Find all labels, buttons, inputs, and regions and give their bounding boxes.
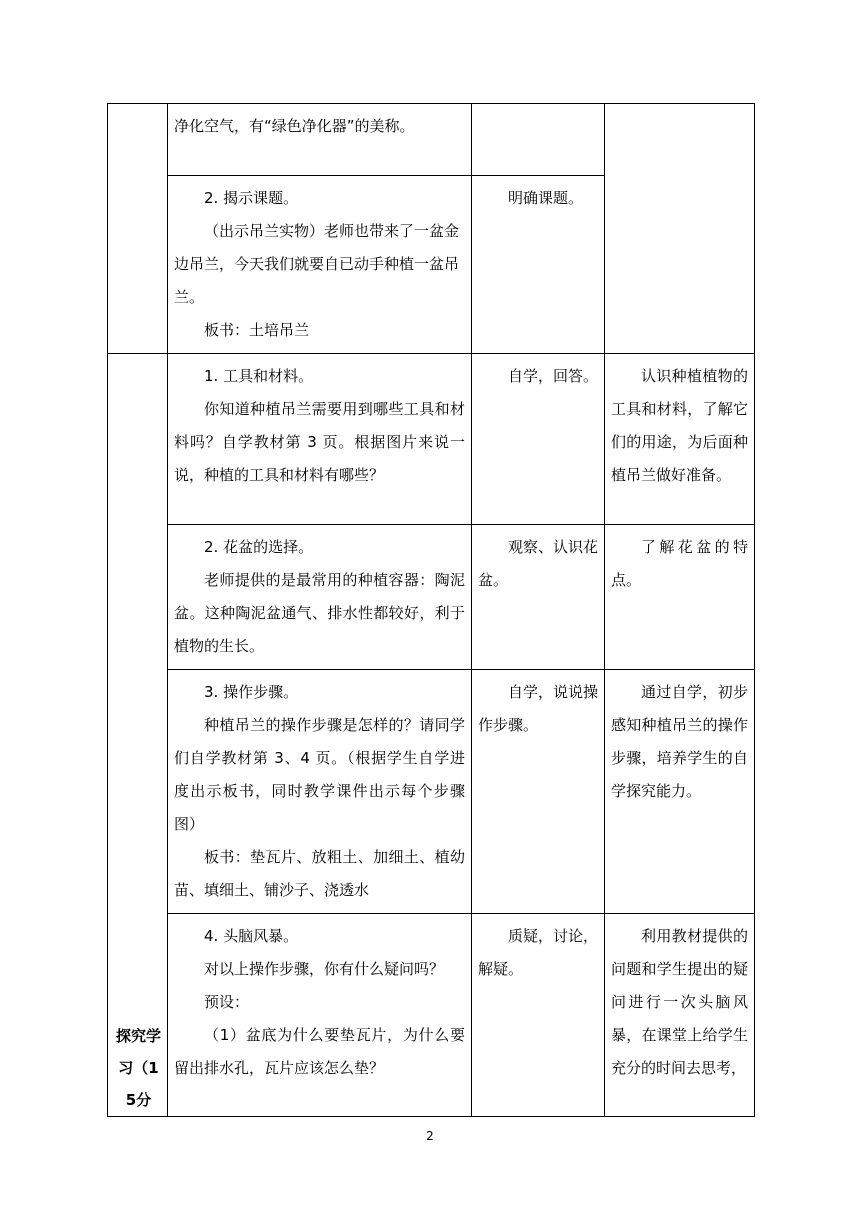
content-line: 你知道种植吊兰需要用到哪些工具和材料吗？自学教材第 3 页。根据图片来说一说，种植的工具和材料有哪些？	[174, 400, 465, 484]
student-cell	[472, 914, 605, 1117]
table-row	[108, 354, 755, 525]
purpose-text: 了解花盆的特点。	[611, 538, 748, 589]
content-cell	[168, 104, 472, 176]
table-row	[108, 525, 755, 670]
content-line: 板书：垫瓦片、放粗土、加细土、植幼苗、填细土、铺沙子、浇透水	[174, 848, 465, 899]
content-cell	[168, 354, 472, 525]
section-label: 探究学习（15分	[115, 1027, 161, 1109]
table-row	[108, 670, 755, 914]
student-cell	[472, 354, 605, 525]
purpose-cell	[605, 525, 755, 670]
purpose-text: 利用教材提供的问题和学生提出的疑问进行一次头脑风暴，在课堂上给学生充分的时间去思考，	[611, 927, 748, 1077]
table-row	[108, 914, 755, 1117]
content-line: 1. 工具和材料。	[204, 367, 314, 385]
content-cell	[168, 670, 472, 914]
student-cell	[472, 104, 605, 176]
content-line: 2. 花盆的选择。	[204, 538, 314, 556]
page-number: 2	[426, 1129, 434, 1143]
content-line: 3. 操作步骤。	[204, 683, 299, 701]
student-text: 观察、认识花盆。	[478, 538, 599, 589]
purpose-cell	[605, 670, 755, 914]
student-text: 质疑，讨论，解疑。	[478, 927, 599, 978]
content-cell	[168, 176, 472, 354]
content-line: （出示吊兰实物）老师也带来了一盆金边吊兰，今天我们就要自已动手种植一盆吊兰。	[174, 222, 460, 306]
student-text: 自学，说说操作步骤。	[478, 683, 599, 734]
content-cell	[168, 914, 472, 1117]
lesson-plan-table	[107, 103, 755, 1117]
content-line: 4. 头脑风暴。	[204, 927, 299, 945]
purpose-cell	[605, 354, 755, 525]
purpose-cell	[605, 914, 755, 1117]
content-line: 预设：	[204, 993, 250, 1011]
content-line: 种植吊兰的操作步骤是怎样的？请同学们自学教材第 3、4 页。（根据学生自学进度出示板书，同时教学课件出示每个步骤图）	[174, 716, 465, 833]
student-cell	[472, 525, 605, 670]
table-row	[108, 104, 755, 176]
student-text: 明确课题。	[508, 189, 584, 207]
content-line: 老师提供的是最常用的种植容器：陶泥盆。这种陶泥盆通气、排水性都较好，利于植物的生长。	[174, 571, 465, 655]
student-cell	[472, 176, 605, 354]
section-cell-empty	[108, 104, 168, 354]
purpose-text: 通过自学，初步感知种植吊兰的操作步骤，培养学生的自学探究能力。	[611, 683, 748, 800]
purpose-cell-empty	[605, 104, 755, 354]
content-cell	[168, 525, 472, 670]
content-line: 2. 揭示课题。	[204, 189, 299, 207]
content-line: 对以上操作步骤，你有什么疑问吗？	[204, 960, 445, 978]
section-label-cell	[108, 354, 168, 1117]
student-text: 自学，回答。	[508, 367, 599, 385]
student-cell	[472, 670, 605, 914]
content-line: 净化空气，有“绿色净化器”的美称。	[174, 117, 415, 135]
content-line: 板书：土培吊兰	[204, 321, 310, 339]
content-line: （1）盆底为什么要垫瓦片，为什么要留出排水孔，瓦片应该怎么垫？	[174, 1026, 465, 1077]
purpose-text: 认识种植植物的工具和材料，了解它们的用途，为后面种植吊兰做好准备。	[611, 367, 748, 484]
